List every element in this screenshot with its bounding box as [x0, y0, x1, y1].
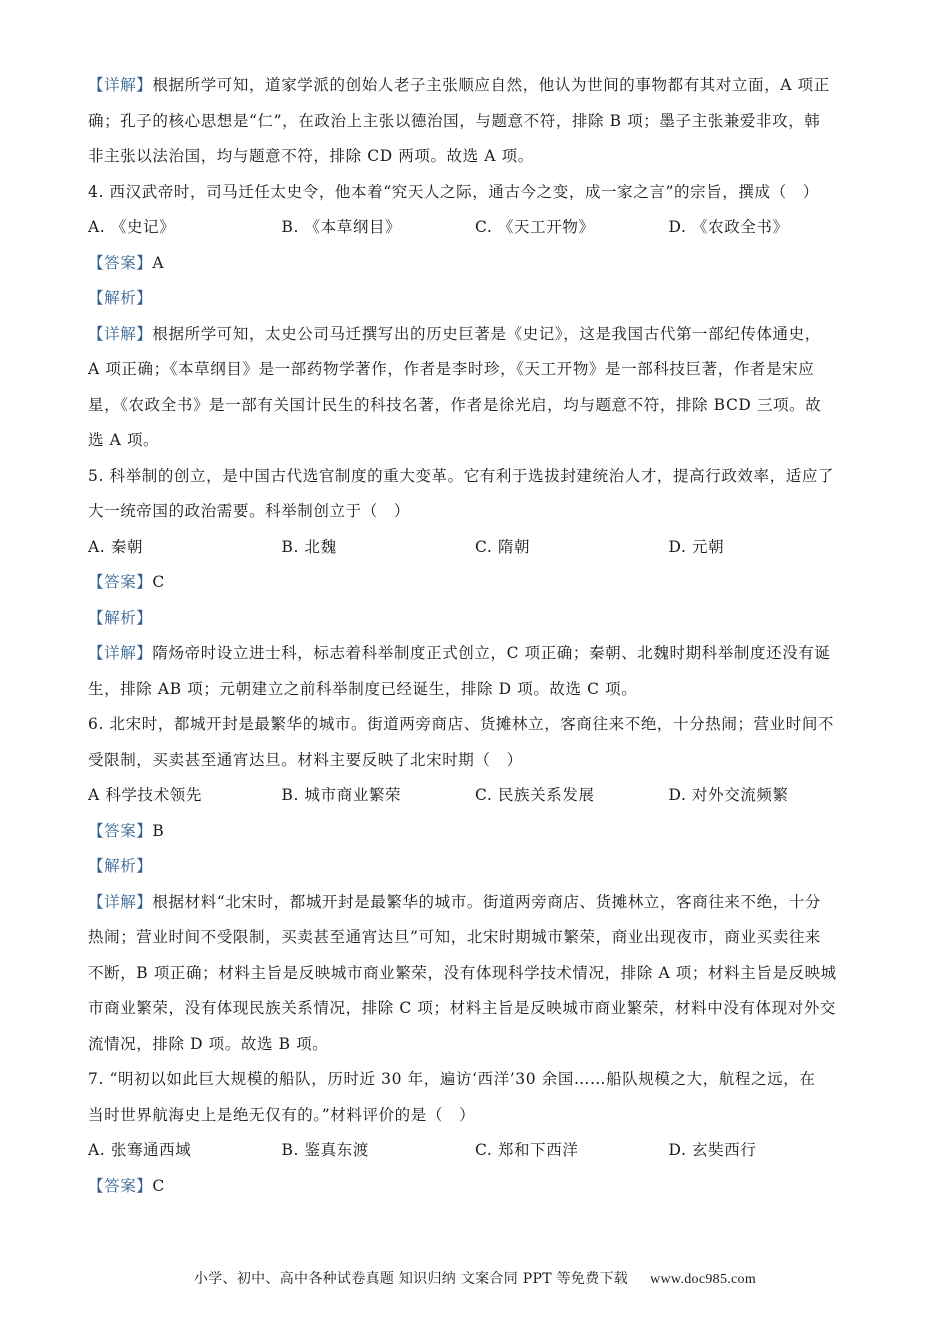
section-tag: 【答案】: [88, 253, 153, 272]
line-text: 流情况，排除 D 项。故选 B 项。: [88, 1034, 329, 1053]
q6-options: [88, 778, 862, 814]
q5-stem-line: [88, 494, 862, 530]
q5-answer-line: [88, 565, 862, 601]
line-text: 确；孔子的核心思想是“仁”，在政治上主张以德治国，与题意不符，排除 B 项；墨子主张兼爱非攻，韩: [88, 111, 821, 130]
line-text: 非主张以法治国，均与题意不符，排除 CD 两项。故选 A 项。: [88, 147, 534, 165]
q5-answer-line: [88, 672, 862, 708]
q6-answer-line: [88, 1027, 862, 1063]
section-tag: 【详解】: [88, 324, 153, 343]
q4-answer-line: [88, 281, 862, 317]
line-text: 5. 科举制的创立，是中国古代选官制度的重大变革。它有利于选拔封建统治人才，提高行政效率，适应了: [88, 466, 835, 485]
section-tag: 【详解】: [88, 76, 153, 94]
option-item: A 科学技术领先: [88, 786, 202, 804]
line-text: 隋炀帝时设立进士科，标志着科举制度正式创立，C 项正确；秦朝、北魏时期科举制度还没有诞: [152, 644, 831, 662]
line-text: A 项正确；《本草纲目》是一部药物学著作，作者是李时珍，《天工开物》是一部科技巨著，作者是宋应: [88, 360, 815, 378]
q5-answer-line: [88, 601, 862, 637]
q4-options: [88, 210, 862, 246]
line-text: 当时世界航海史上是绝无仅有的。”材料评价的是（ ）: [88, 1105, 476, 1124]
q4-stem-line: [88, 175, 862, 211]
footer-url[interactable]: www.doc985.com: [650, 1272, 757, 1287]
q4-answer-line: [88, 352, 862, 388]
page-footer: [0, 1268, 950, 1288]
option-item: B. 《本草纲目》: [281, 218, 402, 236]
q6-answer-line: [88, 920, 862, 956]
q6-stem-line: [88, 743, 862, 779]
line-text: B: [152, 821, 165, 840]
option-item: C. 郑和下西洋: [475, 1141, 579, 1159]
option-item: C. 民族关系发展: [475, 786, 595, 804]
section-tag: 【详解】: [88, 644, 153, 662]
document-page: [88, 68, 862, 1204]
option-item: D. 《农政全书》: [668, 218, 789, 236]
q6-stem-line: [88, 707, 862, 743]
q3-detail-line: [88, 68, 862, 104]
q4-answer-line: [88, 317, 862, 353]
option-item: A. 张骞通西域: [88, 1141, 192, 1159]
line-text: C: [152, 573, 165, 591]
q5-options: [88, 530, 862, 566]
q6-answer-line: [88, 814, 862, 850]
q7-stem-line: [88, 1098, 862, 1134]
option-item: D. 元朝: [668, 537, 725, 556]
q4-answer-line: [88, 246, 862, 282]
section-tag: 【答案】: [88, 1176, 153, 1195]
q4-answer-line: [88, 423, 862, 459]
line-text: 根据材料“北宋时，都城开封是最繁华的城市。街道两旁商店、货摊林立，客商往来不绝，十分: [152, 892, 822, 911]
line-text: 根据所学可知，太史公司马迁撰写出的历史巨著是《史记》，这是我国古代第一部纪传体通史，: [152, 324, 821, 343]
q7-answer-line: [88, 1169, 862, 1205]
q6-answer-line: [88, 885, 862, 921]
section-tag: 【答案】: [88, 821, 153, 840]
line-text: 星，《农政全书》是一部有关国计民生的科技名著，作者是徐光启，均与题意不符，排除 BCD 三项。故: [88, 395, 822, 414]
section-tag: 【答案】: [88, 573, 153, 591]
line-text: 不断，B 项正确；材料主旨是反映城市商业繁荣，没有体现科学技术情况，排除 A 项；材料主旨是反映城: [88, 963, 837, 982]
q3-detail-line: [88, 139, 862, 175]
section-tag: 【解析】: [88, 289, 153, 307]
line-text: 大一统帝国的政治需要。科举制创立于（ ）: [88, 502, 411, 520]
line-text: 根据所学可知，道家学派的创始人老子主张顺应自然，他认为世间的事物都有其对立面，A 项正: [152, 76, 830, 94]
line-text: C: [152, 1176, 165, 1195]
q7-options: [88, 1133, 862, 1169]
q3-detail-line: [88, 104, 862, 140]
option-item: D. 玄奘西行: [668, 1141, 757, 1159]
q6-answer-line: [88, 956, 862, 992]
line-text: 4. 西汉武帝时，司马迁任太史令，他本着“究天人之际，通古今之变，成一家之言”的宗旨，撰成（ ）: [88, 182, 819, 201]
q5-stem-line: [88, 459, 862, 495]
line-text: 6. 北宋时，都城开封是最繁华的城市。街道两旁商店、货摊林立，客商往来不绝，十分热闹；营业时间不: [88, 715, 835, 733]
option-item: A. 秦朝: [88, 537, 144, 556]
option-item: C. 隋朝: [475, 537, 531, 556]
line-text: 热闹；营业时间不受限制，买卖甚至通宵达旦”可知，北宋时期城市繁荣，商业出现夜市，商业买卖往来: [88, 928, 822, 946]
option-item: C. 《天工开物》: [475, 218, 595, 236]
footer-text: 小学、初中、高中各种试卷真题 知识归纳 文案合同 PPT 等免费下载: [193, 1271, 629, 1287]
option-item: B. 北魏: [281, 537, 337, 556]
q4-answer-line: [88, 388, 862, 424]
line-text: 7. “明初以如此巨大规模的船队，历时近 30 年，遍访‘西洋’30 余国……船队规模之大，航程之远，在: [88, 1070, 816, 1088]
q7-stem-line: [88, 1062, 862, 1098]
option-item: D. 对外交流频繁: [668, 786, 789, 804]
q6-answer-line: [88, 991, 862, 1027]
q5-answer-line: [88, 636, 862, 672]
section-tag: 【详解】: [88, 892, 153, 911]
option-item: B. 鉴真东渡: [281, 1141, 369, 1159]
line-text: 生，排除 AB 项；元朝建立之前科举制度已经诞生，排除 D 项。故选 C 项。: [88, 679, 638, 698]
line-text: 受限制，买卖甚至通宵达旦。材料主要反映了北宋时期（ ）: [88, 750, 523, 769]
line-text: 市商业繁荣，没有体现民族关系情况，排除 C 项；材料主旨是反映城市商业繁荣，材料中没有体现对外交: [88, 999, 837, 1017]
section-tag: 【解析】: [88, 608, 153, 627]
line-text: 选 A 项。: [88, 431, 160, 449]
line-text: A: [152, 253, 165, 272]
q6-answer-line: [88, 849, 862, 885]
section-tag: 【解析】: [88, 857, 153, 875]
option-item: A. 《史记》: [88, 218, 176, 236]
option-item: B. 城市商业繁荣: [281, 786, 402, 804]
